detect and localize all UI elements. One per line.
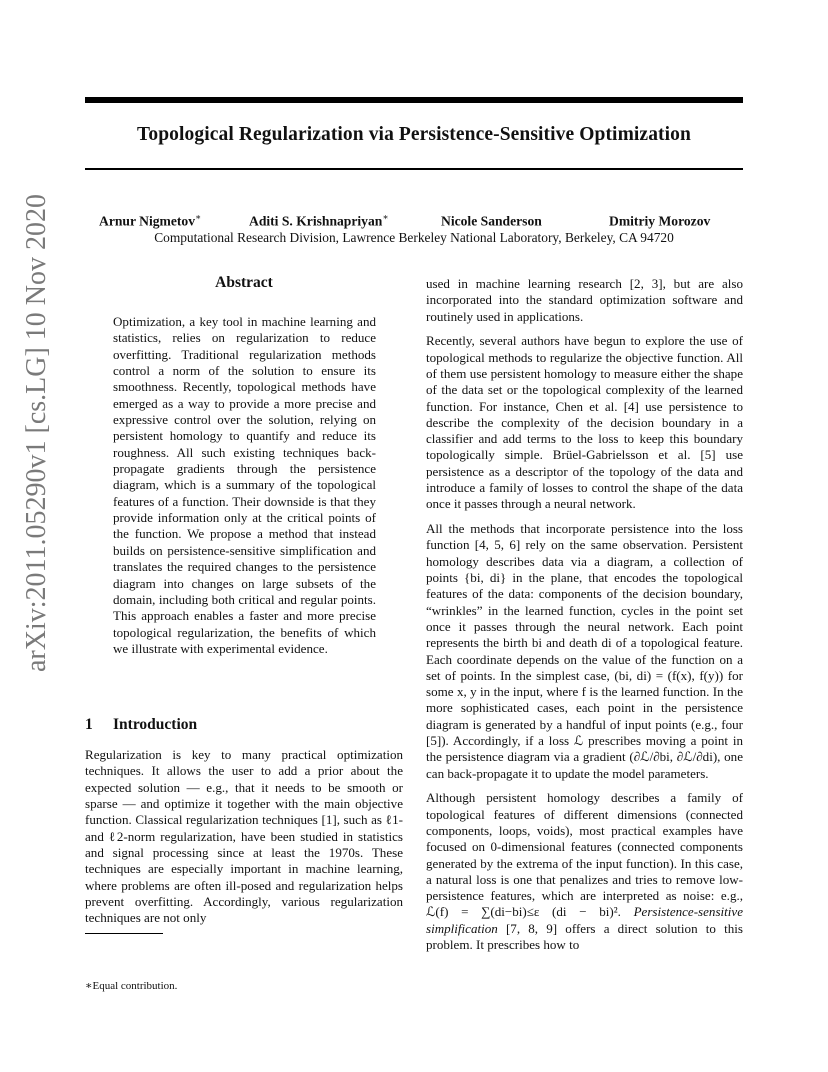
abstract-heading: Abstract bbox=[215, 274, 273, 291]
author-name: Dmitriy Morozov bbox=[609, 213, 711, 229]
author-name: Nicole Sanderson bbox=[441, 213, 542, 229]
right-paragraph-4 bbox=[426, 790, 743, 953]
footnote: ∗Equal contribution. bbox=[85, 980, 178, 992]
author-4 bbox=[609, 212, 710, 230]
section-number: 1 bbox=[85, 716, 93, 733]
title-rule-top bbox=[85, 97, 743, 103]
author-name: Aditi S. Krishnapriyan bbox=[249, 213, 383, 229]
author-3 bbox=[441, 212, 542, 230]
paper-title: Topological Regularization via Persistence-Sensitive Optimization bbox=[137, 124, 691, 145]
section-title: Introduction bbox=[113, 716, 198, 733]
intro-paragraph: Regularization is key to many practical optimization techniques. It allows the user to add a prior about the expected solution — e.g., that it needs to be smooth or sparse — and optimize it together with the main objective function. Classical regularization techniques [1], such as ℓ1- and ℓ2-norm regularization, have been studied in statistics and signal processing since at least the 1970s. These techniques are especially important in machine learning, where problems are often ill-posed and regularization helps prevent overfitting. Accordingly, various regularization techniques are not only bbox=[85, 747, 403, 926]
affiliation: Computational Research Division, Lawrence Berkeley National Laboratory, Berkeley, CA 94720 bbox=[154, 230, 674, 245]
abstract-body: Optimization, a key tool in machine learning and statistics, relies on regularization to reduce overfitting. Traditional regularization methods control a norm of the solution to ensure its smoothness. Recently, topological methods have emerged as a way to provide a more precise and expressive control over the solution, relying on persistent homology to quantify and reduce its roughness. All such existing techniques back-propagate gradients through the persistence diagram, which is a summary of the topological features of a function. Their downside is that they provide information only at the critical points of the function. We propose a method that instead builds on persistence-sensitive simplification and translates the required changes to the persistence diagram into changes on large subsets of the domain, including both critical and regular points. This approach enables a faster and more precise topological regularization, the benefits of which we illustrate with experimental evidence. bbox=[113, 314, 376, 656]
author-2 bbox=[249, 212, 388, 230]
title-rule-bottom bbox=[85, 168, 743, 170]
footnote-rule bbox=[85, 933, 163, 934]
pss-term: Persistence-sensitive simplification bbox=[426, 904, 743, 936]
right-paragraph-3: All the methods that incorporate persistence into the loss function [4, 5, 6] rely on the same observation. Persistent homology describes data via a diagram, a collection of points {bi, di} in the plane, that encodes the topological features of the data: components of the decision boundary, “wrinkles” in the learned function, cycles in the point set once it passes through the neural network. Each point represents the birth bi and death di of a topological feature. Each coordinate depends on the value of the function on a set of points. In the simplest case, (bi, di) = (f(x), f(y)) for some x, y in the input, where f is the learned function. In the more sophisticated cases, each point in the persistence diagram is generated by a handful of input points (e.g., four [5]). Accordingly, if a loss ℒ prescribes moving a point in the persistence diagram via a gradient (∂ℒ/∂bi, ∂ℒ/∂di), one can back-propagate it to update the model parameters. bbox=[426, 521, 743, 781]
right-paragraph-2: Recently, several authors have begun to explore the use of topological methods to regularize the objective function. All of them use persistent homology to measure either the shape of the data set or the topological complexity of the learned function. For instance, Chen et al. [4] use persistence to describe the complexity of the decision boundary in a classifier and add terms to the loss to keep this boundary topologically simple. Brüel-Gabrielsson et al. [5] use persistence as a descriptor of the topology of the data and introduce a family of losses to control the shape of the data once it passes through a neural network. bbox=[426, 333, 743, 512]
author-name: Arnur Nigmetov bbox=[99, 213, 196, 229]
right-paragraph-1: used in machine learning research [2, 3], but are also incorporated into the standard optimization software and routinely used in applications. bbox=[426, 276, 743, 324]
author-1 bbox=[99, 212, 201, 230]
right-paragraph-4-tail: [7, 8, 9] offers a direct solution to this problem. It prescribes how to bbox=[426, 920, 743, 953]
arxiv-stamp: arXiv:2011.05290v1 [cs.LG] 10 Nov 2020 bbox=[21, 193, 52, 672]
author-mark: ∗ bbox=[195, 212, 202, 222]
author-mark: ∗ bbox=[382, 212, 389, 222]
section-heading bbox=[85, 716, 197, 734]
right-column bbox=[426, 276, 743, 953]
right-paragraph-4-main: Although persistent homology describes a family of topological features of different dimensions (connected components, loops, voids), most practical examples have focused on 0-dimensional features (connected components generated by the extrema of the input function). In this case, a natural loss is one that penalizes and tries to remove low-persistence features, which are interpreted as noise: e.g., ℒ(f) = ∑(di−bi)≤ε (di − bi)². bbox=[426, 790, 743, 920]
